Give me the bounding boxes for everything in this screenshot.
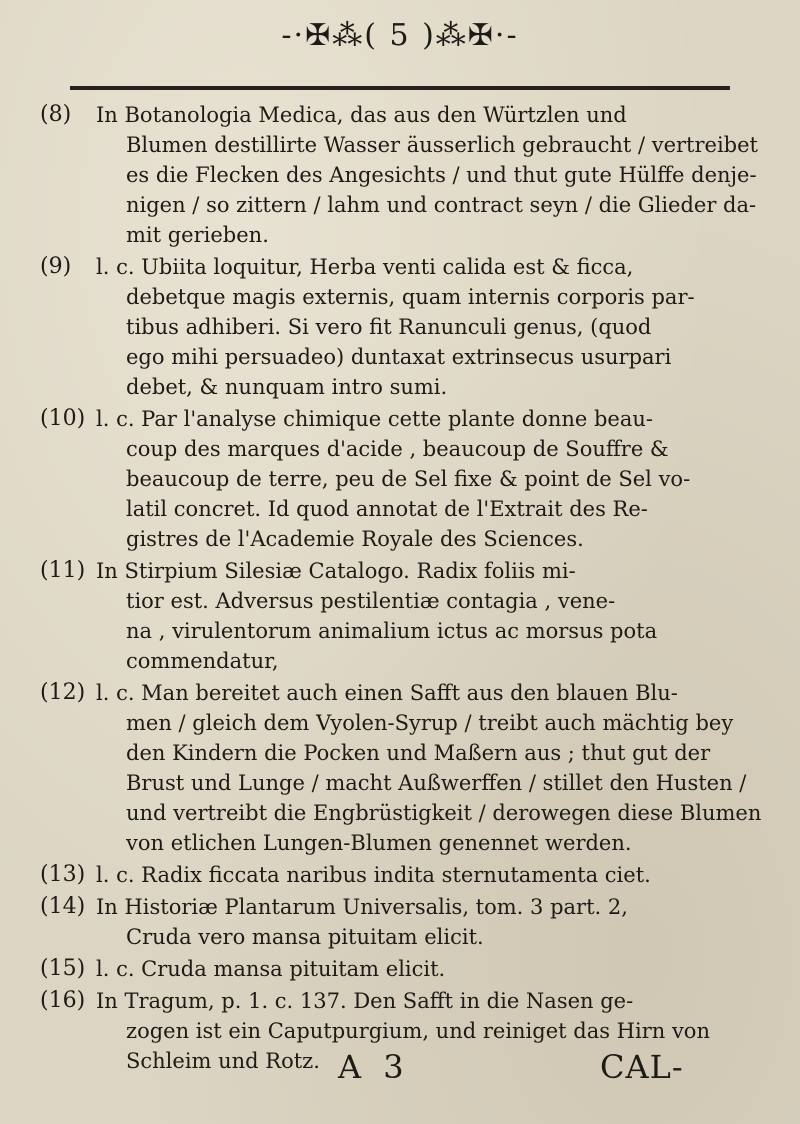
footnote-text bbox=[96, 860, 760, 890]
footnote-text bbox=[96, 404, 760, 554]
footnote-number: (9) bbox=[40, 254, 72, 279]
text-line: l. c. Par l'analyse chimique cette plante donne beau- bbox=[96, 407, 653, 431]
text-line: Cruda vero mansa pituitam elicit. bbox=[126, 925, 484, 949]
text-line: l. c. Ubiita loquitur, Herba venti calida est & ficca, bbox=[96, 255, 634, 279]
footnote-number: (15) bbox=[40, 956, 86, 981]
footnote-list bbox=[40, 100, 760, 1078]
footnote-entry bbox=[40, 860, 760, 890]
catchword: CAL- bbox=[600, 1048, 684, 1086]
text-line: von etlichen Lungen-Blumen genennet werden. bbox=[126, 831, 632, 855]
text-line: l. c. Cruda mansa pituitam elicit. bbox=[96, 957, 446, 981]
text-line: debetque magis externis, quam internis corporis par- bbox=[126, 285, 695, 309]
signature-mark: A 3 bbox=[338, 1048, 410, 1086]
text-line: Schleim und Rotz. bbox=[126, 1049, 320, 1073]
footnote-number: (10) bbox=[40, 406, 86, 431]
text-line: und vertreibt die Engbrüstigkeit / derowegen diese Blumen bbox=[126, 801, 762, 825]
footnote-entry bbox=[40, 100, 760, 250]
text-line: Blumen destillirte Wasser äusserlich gebraucht / vertreibet bbox=[126, 133, 758, 157]
footnote-text bbox=[96, 100, 760, 250]
text-line: zogen ist ein Caputpurgium, und reiniget das Hirn von bbox=[126, 1019, 710, 1043]
text-line: In Botanologia Medica, das aus den Würtzlen und bbox=[96, 103, 627, 127]
footnote-entry bbox=[40, 556, 760, 676]
footnote-text bbox=[96, 892, 760, 952]
footnote-entry bbox=[40, 892, 760, 952]
footnote-entry bbox=[40, 404, 760, 554]
footnote-number: (11) bbox=[40, 558, 86, 583]
text-line: debet, & nunquam intro sumi. bbox=[126, 375, 448, 399]
text-line: na , virulentorum animalium ictus ac morsus pota bbox=[126, 619, 658, 643]
footnote-text bbox=[96, 678, 761, 858]
footnote-text bbox=[96, 252, 760, 402]
text-line: l. c. Radix ficcata naribus indita sternutamenta ciet. bbox=[96, 863, 651, 887]
text-line: tibus adhiberi. Si vero fit Ranunculi genus, (quod bbox=[126, 315, 652, 339]
text-line: coup des marques d'acide , beaucoup de Souffre & bbox=[126, 437, 669, 461]
text-line: ego mihi persuadeo) duntaxat extrinsecus usurpari bbox=[126, 345, 672, 369]
text-line: latil concret. Id quod annotat de l'Extrait des Re- bbox=[126, 497, 648, 521]
footnote-number: (16) bbox=[40, 988, 86, 1013]
footnote-number: (12) bbox=[40, 680, 86, 705]
text-line: Brust und Lunge / macht Außwerffen / stillet den Husten / bbox=[126, 771, 747, 795]
text-line: den Kindern die Pocken und Maßern aus ; thut gut der bbox=[126, 741, 711, 765]
footnote-number: (13) bbox=[40, 862, 86, 887]
text-line: es die Flecken des Angesichts / und thut gute Hülffe denje- bbox=[126, 163, 757, 187]
footnote-number: (14) bbox=[40, 894, 86, 919]
page-number-header: -·✠⁂( 5 )⁂✠·- bbox=[281, 18, 519, 53]
text-line: In Stirpium Silesiæ Catalogo. Radix foliis mi- bbox=[96, 559, 576, 583]
text-line: gistres de l'Academie Royale des Sciences. bbox=[126, 527, 584, 551]
footnote-entry bbox=[40, 252, 760, 402]
footnote-number: (8) bbox=[40, 102, 72, 127]
page-footer bbox=[0, 1048, 800, 1098]
footnote-text bbox=[96, 556, 760, 676]
text-line: In Historiæ Plantarum Universalis, tom. 3 part. 2, bbox=[96, 895, 628, 919]
header-rule bbox=[70, 86, 730, 90]
text-line: In Tragum, p. 1. c. 137. Den Safft in die Nasen ge- bbox=[96, 989, 634, 1013]
text-line: tior est. Adversus pestilentiæ contagia , vene- bbox=[126, 589, 616, 613]
text-line: beaucoup de terre, peu de Sel fixe & point de Sel vo- bbox=[126, 467, 691, 491]
footnote-text bbox=[96, 954, 760, 984]
footnote-entry bbox=[40, 678, 760, 858]
text-line: commendatur, bbox=[126, 649, 279, 673]
footnote-entry bbox=[40, 954, 760, 984]
text-line: men / gleich dem Vyolen-Syrup / treibt auch mächtig bey bbox=[126, 711, 734, 735]
text-line: mit gerieben. bbox=[126, 223, 269, 247]
text-line: l. c. Man bereitet auch einen Safft aus den blauen Blu- bbox=[96, 681, 678, 705]
text-line: nigen / so zittern / lahm und contract seyn / die Glieder da- bbox=[126, 193, 757, 217]
